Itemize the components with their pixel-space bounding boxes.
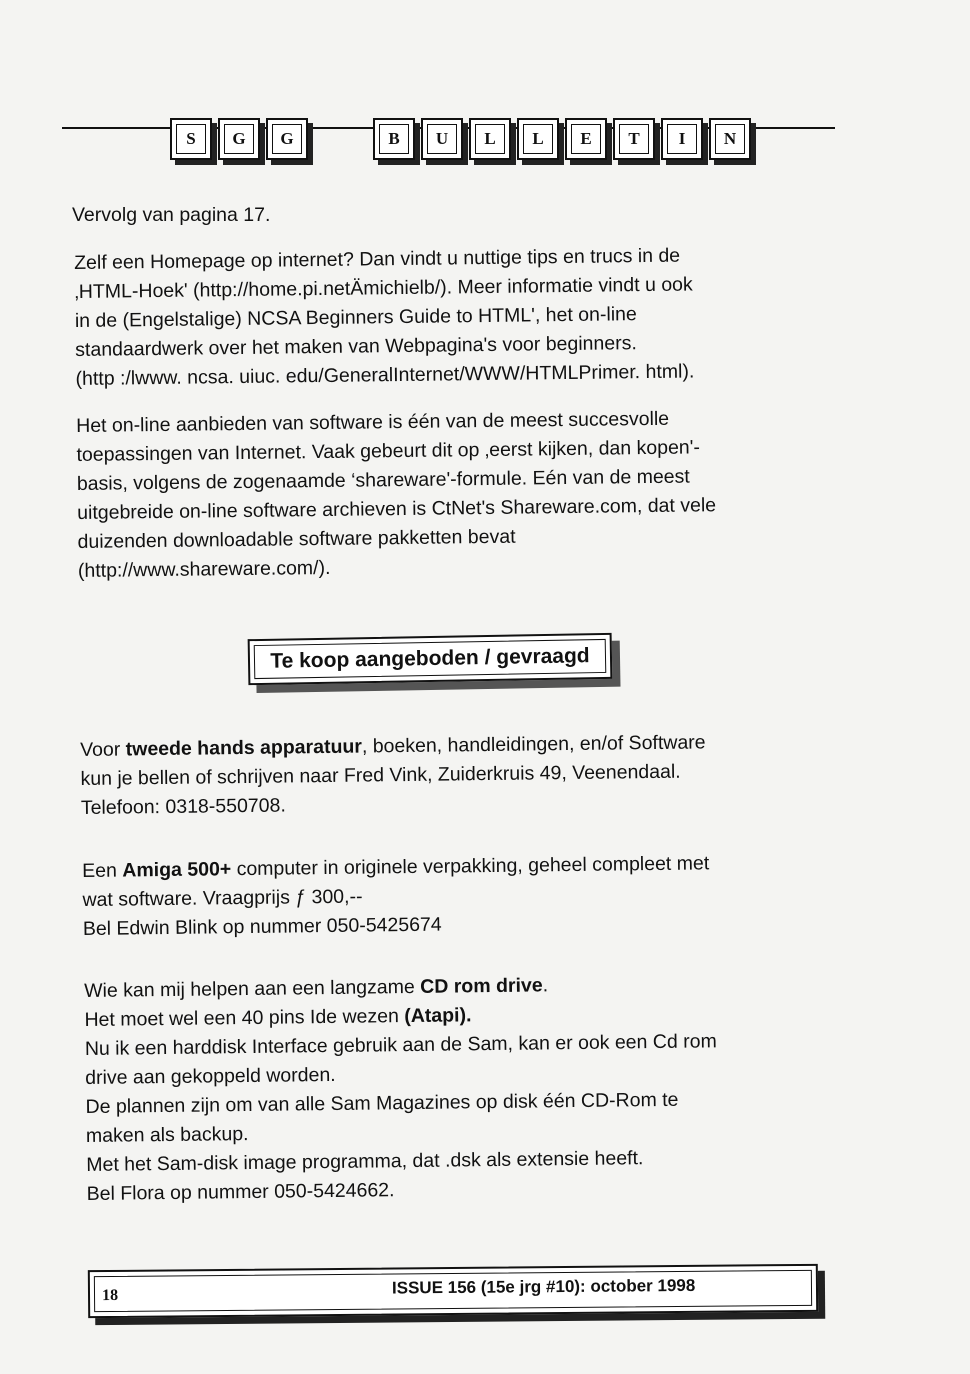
masthead-letter: L: [469, 118, 511, 160]
ad-cd-rom: Wie kan mij helpen aan een langzame CD rom drive. Het moet wel een 40 pins Ide wezen (Atapi). Nu ik een harddisk Interface gebruik aan de Sam, kan er ook een Cd rom drive aan gekoppeld worden. De plannen zijn om van alle Sam Magazines op disk één CD-Rom te maken als backup. Met het Sam-disk image programma, dat .dsk als extensie heeft. Bel Flora op nummer 050-5424662.: [84, 974, 717, 1205]
shareware-paragraph: Het on-line aanbieden van software is één van de meest succesvolle toepassingen van Internet. Vaak gebeurt dit op ‚eerst kijken, dan kopen'- basis, volgens de zogenaamde ‘shareware'-formule. Eén van de meest uitgebreide on-line software archieven is CtNet's Shareware.com, dat vele duizenden downloadable software pakketten bevat (http://www.shareware.com/).: [76, 407, 717, 582]
page-number: 18: [101, 1286, 119, 1305]
masthead-letter: N: [709, 118, 751, 160]
masthead-sgg: [170, 118, 308, 160]
section-title: Te koop aangeboden / gevraagd: [270, 644, 590, 673]
masthead-letter: G: [218, 118, 260, 160]
masthead-letter: B: [373, 118, 415, 160]
homepage-paragraph: Zelf een Homepage op internet? Dan vindt u nuttige tips en trucs in de ‚HTML-Hoek' (http://home.pi.netÄmichielb/). Meer informatie vindt u ook in de (Engelstalige) NCSA Beginners Guide to HTML', het on-line standaardwerk over het maken van Webpagina's voor beginners. (http :/lwww. ncsa. uiuc. edu/GeneralInternet/WWW/HTMLPrimer. html).: [74, 244, 695, 390]
masthead-letter: E: [565, 118, 607, 160]
footer-bar: [88, 1264, 818, 1318]
ad-amiga: Een Amiga 500+ computer in originele verpakking, geheel compleet met wat software. Vraagprijs ƒ 300,-- Bel Edwin Blink op nummer 050-5425674: [82, 852, 710, 940]
section-heading-box: [248, 633, 613, 685]
issue-label: ISSUE 156 (15e jrg #10): october 1998: [391, 1275, 696, 1298]
continued-note: Vervolg van pagina 17.: [72, 204, 271, 226]
masthead-letter: T: [613, 118, 655, 160]
masthead-letter: U: [421, 118, 463, 160]
masthead-letter: G: [266, 118, 308, 160]
masthead-bulletin: [373, 118, 751, 160]
ad-tweede-hands: Voor tweede hands apparatuur, boeken, handleidingen, en/of Software kun je bellen of schrijven naar Fred Vink, Zuiderkruis 49, Veenendaal. Telefoon: 0318-550708.: [80, 731, 706, 819]
masthead-letter: L: [517, 118, 559, 160]
masthead-letter: I: [661, 118, 703, 160]
masthead-letter: S: [170, 118, 212, 160]
